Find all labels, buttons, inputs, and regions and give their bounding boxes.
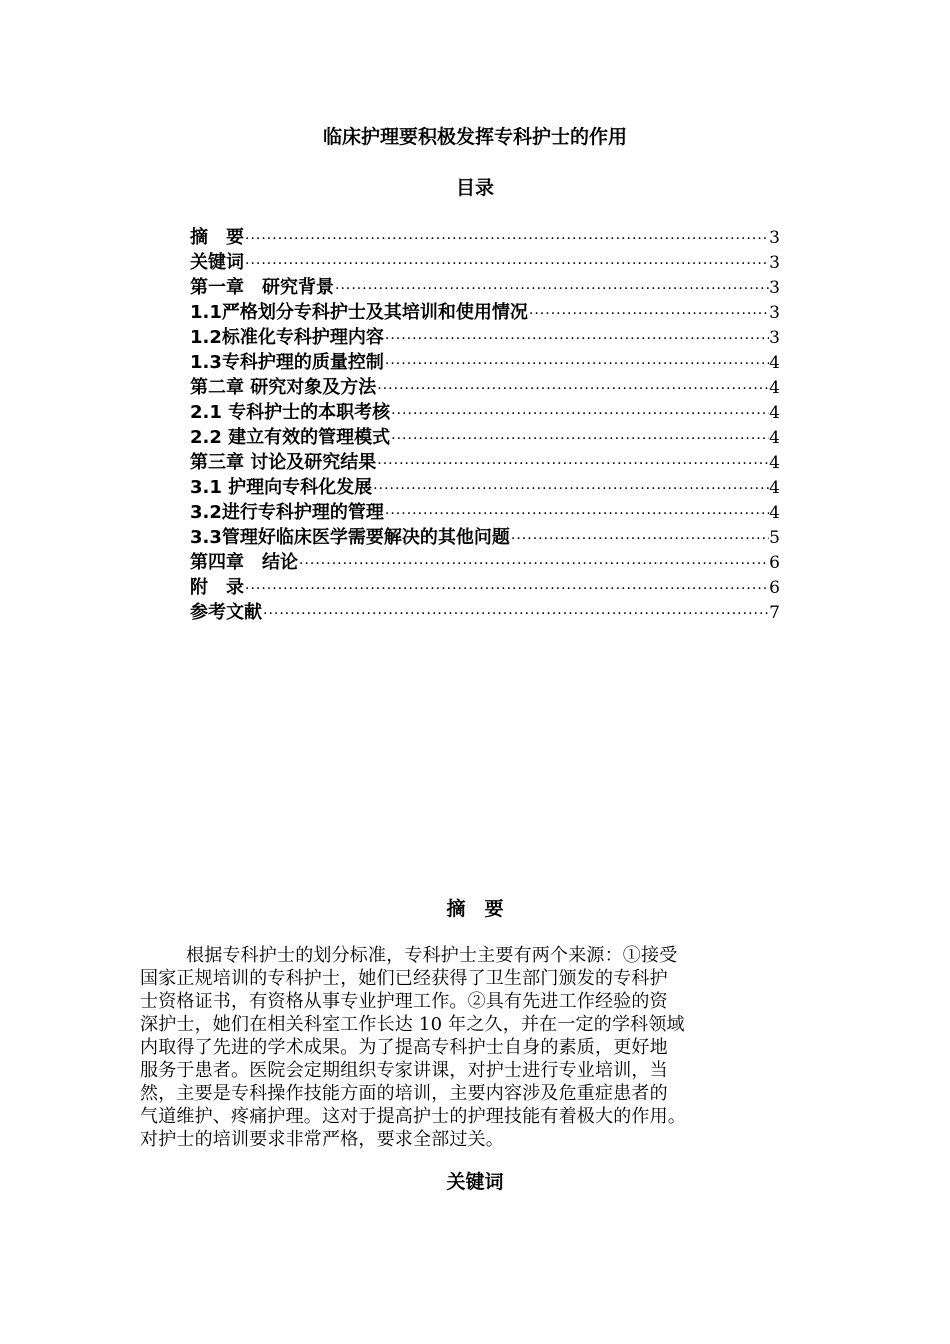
keywords-heading: 关键词 <box>446 1171 504 1193</box>
toc-entry-label: 3.1 护理向专科化发展 <box>190 477 373 498</box>
toc-entry[interactable] <box>190 400 780 425</box>
toc-entry-label: 关键词 <box>190 252 244 273</box>
toc-entry[interactable] <box>190 450 780 475</box>
toc-entry-page: 3 <box>769 303 780 323</box>
toc-leader-dots <box>334 277 769 302</box>
toc-entry-page: 7 <box>769 603 780 623</box>
toc-entry-label: 第四章 结论 <box>190 552 298 573</box>
toc-entry-label: 2.2 建立有效的管理模式 <box>190 427 391 448</box>
toc-entry[interactable] <box>190 225 780 250</box>
toc-entry-page: 4 <box>769 403 780 423</box>
abstract-line: 对护士的培训要求非常严格，要求全部过关。 <box>140 1129 504 1150</box>
toc-entry-page: 5 <box>769 528 780 548</box>
toc-leader-dots <box>384 502 769 527</box>
toc-entry-page: 4 <box>769 353 780 373</box>
toc-entry-page: 3 <box>769 228 780 248</box>
toc-entry-page: 3 <box>769 278 780 298</box>
toc-entry[interactable] <box>190 325 780 350</box>
toc-entry-label: 第三章 讨论及研究结果 <box>190 452 377 473</box>
abstract-line: 气道维护、疼痛护理。这对于提高护士的护理技能有着极大的作用。 <box>140 1106 686 1127</box>
abstract-line: 内取得了先进的学术成果。为了提高专科护士自身的素质，更好地 <box>140 1037 668 1058</box>
toc-entry[interactable] <box>190 550 780 575</box>
toc-entry[interactable] <box>190 250 780 275</box>
toc-entry[interactable] <box>190 525 780 550</box>
toc-entry-label: 参考文献 <box>190 602 262 623</box>
abstract-line: 士资格证书，有资格从事专业护理工作。②具有先进工作经验的资 <box>140 991 668 1012</box>
toc-entry-label: 附 录 <box>190 577 244 598</box>
toc-entry-label: 2.1 专科护士的本职考核 <box>190 402 391 423</box>
toc-entry[interactable] <box>190 600 780 625</box>
toc-leader-dots <box>510 527 769 552</box>
toc-leader-dots <box>384 352 769 377</box>
toc-entry-page: 4 <box>769 378 780 398</box>
toc-entry-page: 4 <box>769 478 780 498</box>
toc-entry-label: 第二章 研究对象及方法 <box>190 377 377 398</box>
toc-entry[interactable] <box>190 350 780 375</box>
toc-leader-dots <box>376 377 769 402</box>
toc-entry-label: 3.2进行专科护理的管理 <box>190 502 384 523</box>
abstract-heading: 摘 要 <box>446 898 504 920</box>
toc-leader-dots <box>376 452 769 477</box>
toc-heading: 目录 <box>455 177 494 199</box>
abstract-line: 深护士，她们在相关科室工作长达 10 年之久，并在一定的学科领域 <box>140 1014 685 1035</box>
toc-entry-page: 6 <box>769 553 780 573</box>
toc-leader-dots <box>244 227 769 252</box>
toc-entry-page: 6 <box>769 578 780 598</box>
toc-entry-page: 3 <box>769 253 780 273</box>
toc-entry-page: 4 <box>769 453 780 473</box>
toc-entry-label: 3.3管理好临床医学需要解决的其他问题 <box>190 527 510 548</box>
toc-entry[interactable] <box>190 500 780 525</box>
toc-entry-label: 1.1严格划分专科护士及其培训和使用情况 <box>190 302 528 323</box>
toc-entry[interactable] <box>190 575 780 600</box>
toc-entry-page: 4 <box>769 503 780 523</box>
toc-leader-dots <box>390 427 769 452</box>
toc-leader-dots <box>244 577 769 602</box>
toc-entry[interactable] <box>190 275 780 300</box>
toc-leader-dots <box>244 252 769 277</box>
abstract-line: 然，主要是专科操作技能方面的培训，主要内容涉及危重症患者的 <box>140 1083 668 1104</box>
toc-leader-dots <box>372 477 769 502</box>
abstract-paragraph <box>140 944 810 1151</box>
abstract-line: 服务于患者。医院会定期组织专家讲课，对护士进行专业培训，当 <box>140 1060 668 1081</box>
abstract-line: 根据专科护士的划分标准，专科护士主要有两个来源：①接受 <box>186 945 678 966</box>
toc-entry-label: 1.3专科护理的质量控制 <box>190 352 384 373</box>
toc-leader-dots <box>298 552 769 577</box>
toc-entry-label: 第一章 研究背景 <box>190 277 334 298</box>
toc-leader-dots <box>384 327 769 352</box>
toc-entry-label: 摘 要 <box>190 227 244 248</box>
toc-entry-label: 1.2标准化专科护理内容 <box>190 327 384 348</box>
toc-entry-page: 3 <box>769 328 780 348</box>
toc-leader-dots <box>390 402 769 427</box>
document-title: 临床护理要积极发挥专科护士的作用 <box>322 126 627 148</box>
toc-leader-dots <box>528 302 769 327</box>
toc-entry[interactable] <box>190 425 780 450</box>
abstract-line: 国家正规培训的专科护士，她们已经获得了卫生部门颁发的专科护 <box>140 968 668 989</box>
toc-entry[interactable] <box>190 475 780 500</box>
toc-entry-page: 4 <box>769 428 780 448</box>
toc-entry[interactable] <box>190 375 780 400</box>
table-of-contents <box>190 225 780 625</box>
toc-leader-dots <box>262 602 769 627</box>
toc-entry[interactable] <box>190 300 780 325</box>
